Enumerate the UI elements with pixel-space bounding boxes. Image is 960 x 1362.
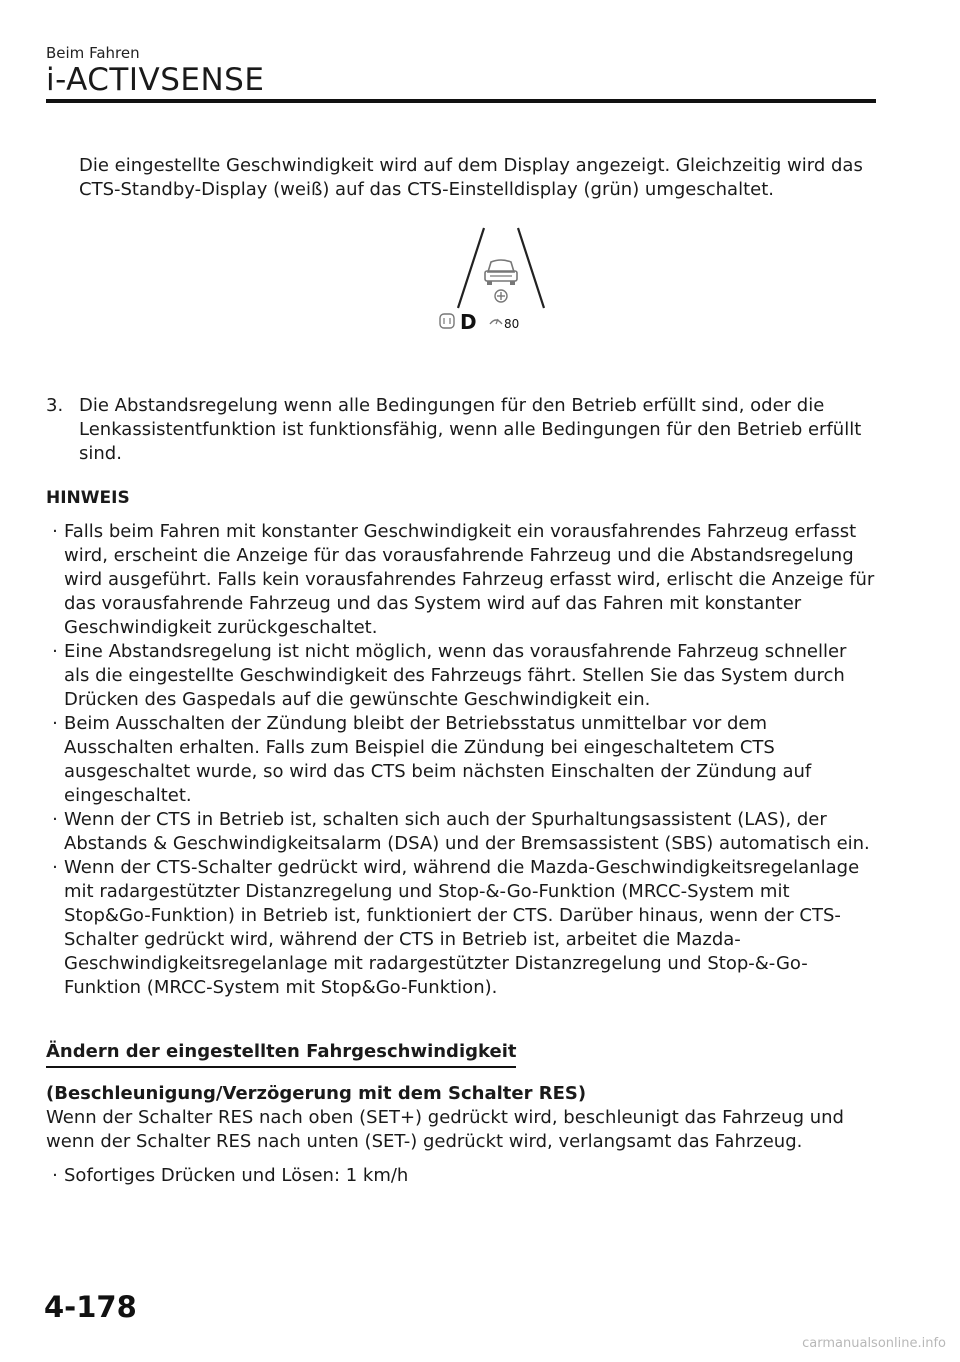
section-label: Beim Fahren	[46, 44, 140, 62]
bullet: ·	[52, 857, 58, 878]
list-item	[46, 712, 876, 808]
step-number: 3.	[46, 395, 64, 416]
list-item	[46, 808, 876, 856]
page-content	[46, 154, 876, 1188]
list-item-text: Falls beim Fahren mit konstanter Geschwindigkeit ein vorausfahrendes Fahrzeug erfasst wird, erscheint die Anzeige für das vorausfahrende Fahrzeug und die Abstandsregelung wird ausgeführt. Falls kein vorausfahrendes Fahrzeug erfasst wird, erlischt die Anzeige für das vorausfahrende Fahrzeug und das System wird auf das Fahren mit konstanter Geschwindigkeit zurückgeschaltet.	[64, 521, 875, 638]
list-item	[46, 520, 876, 640]
header-rule	[46, 99, 876, 103]
list-item-text: Sofortiges Drücken und Lösen: 1 km/h	[64, 1165, 409, 1186]
page-header	[46, 44, 876, 98]
section-title: i-ACTIVSENSE	[46, 62, 265, 98]
list-item-text: Wenn der CTS in Betrieb ist, schalten sich auch der Spurhaltungsassistent (LAS), der Abstands & Geschwindigkeitsalarm (DSA) und der Bremsassistent (SBS) automatisch ein.	[64, 809, 870, 854]
bullet: ·	[52, 641, 58, 662]
subsection-subtitle: (Beschleunigung/Verzögerung mit dem Schalter RES)	[46, 1083, 587, 1104]
step-text: Die Abstandsregelung wenn alle Bedingungen für den Betrieb erfüllt sind, oder die Lenkassistentfunktion ist funktionsfähig, wenn alle Bedingungen für den Betrieb erfüllt sind.	[79, 395, 862, 464]
subsection-title: Ändern der eingestellten Fahrgeschwindigkeit	[46, 1040, 516, 1068]
bullet: ·	[52, 713, 58, 734]
note-heading: HINWEIS	[46, 488, 130, 508]
list-item	[46, 856, 876, 1000]
step-3	[46, 394, 876, 466]
lane-assist-small-icon	[440, 314, 454, 328]
set-speed-value: 80	[504, 317, 520, 331]
list-item-text: Wenn der CTS-Schalter gedrückt wird, während die Mazda-Geschwindigkeitsregelanlage mit radargestützter Distanzregelung und Stop-&-Go-Funktion (MRCC-System mit Stop&Go-Funktion) in Betrieb ist, funktioniert der CTS. Darüber hinaus, wenn der CTS-Schalter gedrückt wird, während der CTS in Betrieb ist, arbeitet die Mazda-Geschwindigkeitsregelanlage mit radargestützter Distanzregelung und Stop-&-Go-Funktion (MRCC-System mit Stop&Go-Funktion).	[64, 857, 860, 998]
note-list	[46, 520, 876, 1000]
gear-indicator: D	[460, 310, 477, 334]
page-number: 4-178	[44, 1290, 137, 1324]
cts-display-illustration	[426, 226, 596, 336]
cts-display-figure	[46, 226, 876, 376]
intro-paragraph: Die eingestellte Geschwindigkeit wird auf dem Display angezeigt. Gleichzeitig wird das CTS-Standby-Display (weiß) auf das CTS-Einstelldisplay (grün) umgeschaltet.	[79, 155, 863, 200]
subsection-paragraph: Wenn der Schalter RES nach oben (SET+) gedrückt wird, beschleunigt das Fahrzeug und wenn der Schalter RES nach unten (SET-) gedrückt wird, verlangsamt das Fahrzeug.	[46, 1107, 844, 1152]
vehicle-ahead-icon	[485, 260, 517, 285]
bullet: ·	[52, 809, 58, 830]
speed-step-list	[46, 1164, 876, 1188]
list-item-text: Eine Abstandsregelung ist nicht möglich, wenn das vorausfahrende Fahrzeug schneller als die eingestellte Geschwindigkeit des Fahrzeugs fährt. Stellen Sie das System durch Drücken des Gaspedals auf die gewünschte Geschwindigkeit ein.	[64, 641, 847, 710]
steering-assist-icon	[495, 290, 507, 302]
bullet: ·	[52, 1165, 58, 1186]
watermark: carmanualsonline.info	[802, 1336, 946, 1351]
cruise-control-icon	[490, 319, 502, 324]
list-item	[46, 640, 876, 712]
bullet: ·	[52, 521, 58, 542]
list-item	[46, 1164, 876, 1188]
list-item-text: Beim Ausschalten der Zündung bleibt der Betriebsstatus unmittelbar vor dem Ausschalten erhalten. Falls zum Beispiel die Zündung bei eingeschaltetem CTS ausgeschaltet wurde, so wird das CTS beim nächsten Einschalten der Zündung auf eingeschaltet.	[64, 713, 812, 806]
